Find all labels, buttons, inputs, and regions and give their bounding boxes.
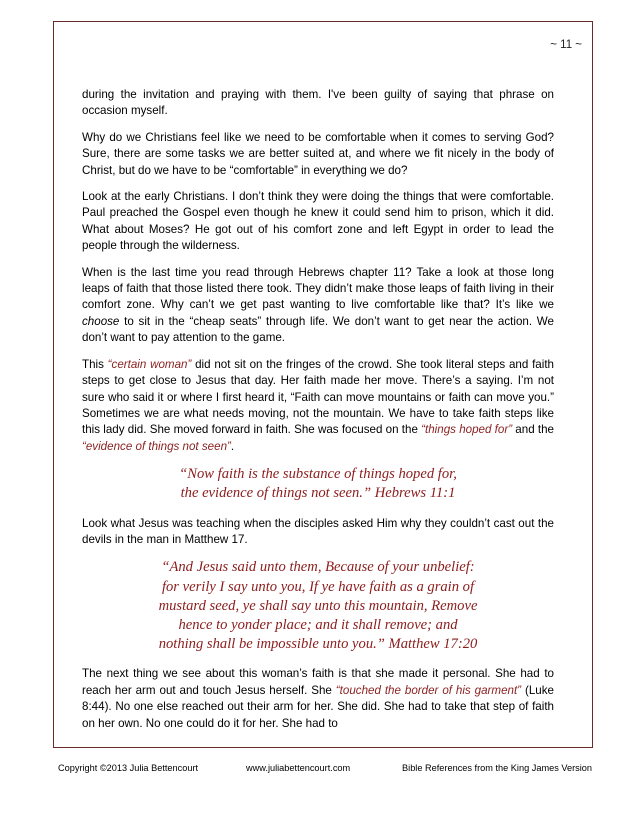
paragraph-5-text-a: This bbox=[82, 357, 108, 371]
paragraph-5 bbox=[82, 357, 554, 455]
quote-things-hoped-for: “things hoped for” bbox=[421, 423, 513, 437]
emphasis-choose: choose bbox=[82, 314, 120, 328]
paragraph-6: Look what Jesus was teaching when the disciples asked Him why they couldn’t cast out the devils in the man in Matthew 17. bbox=[82, 516, 554, 546]
verse-line: for verily I say unto you, If ye have faith as a grain of bbox=[161, 578, 475, 595]
footer-copyright: Copyright ©2013 Julia Bettencourt bbox=[58, 763, 199, 773]
quote-touched-border: “touched the border of his garment” bbox=[335, 683, 522, 697]
paragraph-7-text-b: (Luke 8:44). No one else reached out their arm for her. She did. She had to take that step of faith on her own. No one could do it for her. She had to bbox=[82, 683, 554, 730]
verse-line: nothing shall be impossible unto you.” Matthew 17:20 bbox=[158, 636, 478, 653]
paragraph-7 bbox=[82, 666, 554, 732]
paragraph-7-text-a: The next thing we see about this woman’s faith is that she made it personal. She had to reach her arm out and touch Jesus herself. She bbox=[82, 667, 554, 697]
verse-line: “And Jesus said unto them, Because of your unbelief: bbox=[161, 559, 475, 576]
verse-line: mustard seed, ye shall say unto this mountain, Remove bbox=[158, 597, 478, 614]
page-number: ~ 11 ~ bbox=[550, 39, 582, 51]
paragraph-5-text-c: and the bbox=[512, 423, 554, 437]
paragraph-4-text-b: to sit in the “cheap seats” through life. We don’t want to get near the action. We don’t want to pay attention to the game. bbox=[82, 314, 554, 345]
quote-certain-woman: “certain woman” bbox=[107, 357, 192, 371]
paragraph-5-text-d: . bbox=[230, 439, 235, 453]
quote-evidence-not-seen: “evidence of things not seen” bbox=[82, 439, 231, 453]
page-content bbox=[82, 87, 554, 742]
paragraph-3: Look at the early Christians. I don’t think they were doing the things that were comfortable. Paul preached the Gospel even though he knew it could send him to prison, which it did. What about Moses? He got out of his comfort zone and left Egypt in order to lead the people through the wilderness. bbox=[82, 190, 554, 253]
verse-matthew-17-20 bbox=[82, 558, 554, 654]
paragraph-2: Why do we Christians feel like we need to be comfortable when it comes to serving God? Sure, there are some tasks we are better suited at, and where we fit nicely in the body of Christ, but do we have to be “comfortable” in everything we do? bbox=[82, 130, 554, 177]
footer-references: Bible References from the King James Version bbox=[402, 763, 592, 773]
verse-hebrews-11-1 bbox=[82, 465, 554, 503]
verse-line: the evidence of things not seen.” Hebrews 11:1 bbox=[180, 485, 456, 502]
footer-website: www.juliabettencourt.com bbox=[246, 763, 351, 773]
verse-line: hence to yonder place; and it shall remove; and bbox=[178, 616, 458, 633]
verse-line: “Now faith is the substance of things hoped for, bbox=[179, 466, 457, 483]
paragraph-1: during the invitation and praying with them. I've been guilty of saying that phrase on occasion myself. bbox=[82, 88, 554, 118]
paragraph-4 bbox=[82, 265, 554, 347]
paragraph-4-text-a: When is the last time you read through Hebrews chapter 11? Take a look at those long leaps of faith that those listed there took. They didn’t make those leaps of faith living in their comfort zone. Why can’t we get past wanting to live comfortable like that? It’s like we bbox=[82, 265, 554, 312]
paragraph-5-text-b: did not sit on the fringes of the crowd. She took literal steps and faith steps to get close to Jesus that day. Her faith made her move. There’s a saying. I’m not sure who said it or where I first heard it, “Faith can move mountains or faith can move you.” Sometimes we are what needs moving, not the mountain. We have to take faith steps like this lady did. She moved forward in faith. She was focused on the bbox=[82, 357, 554, 437]
